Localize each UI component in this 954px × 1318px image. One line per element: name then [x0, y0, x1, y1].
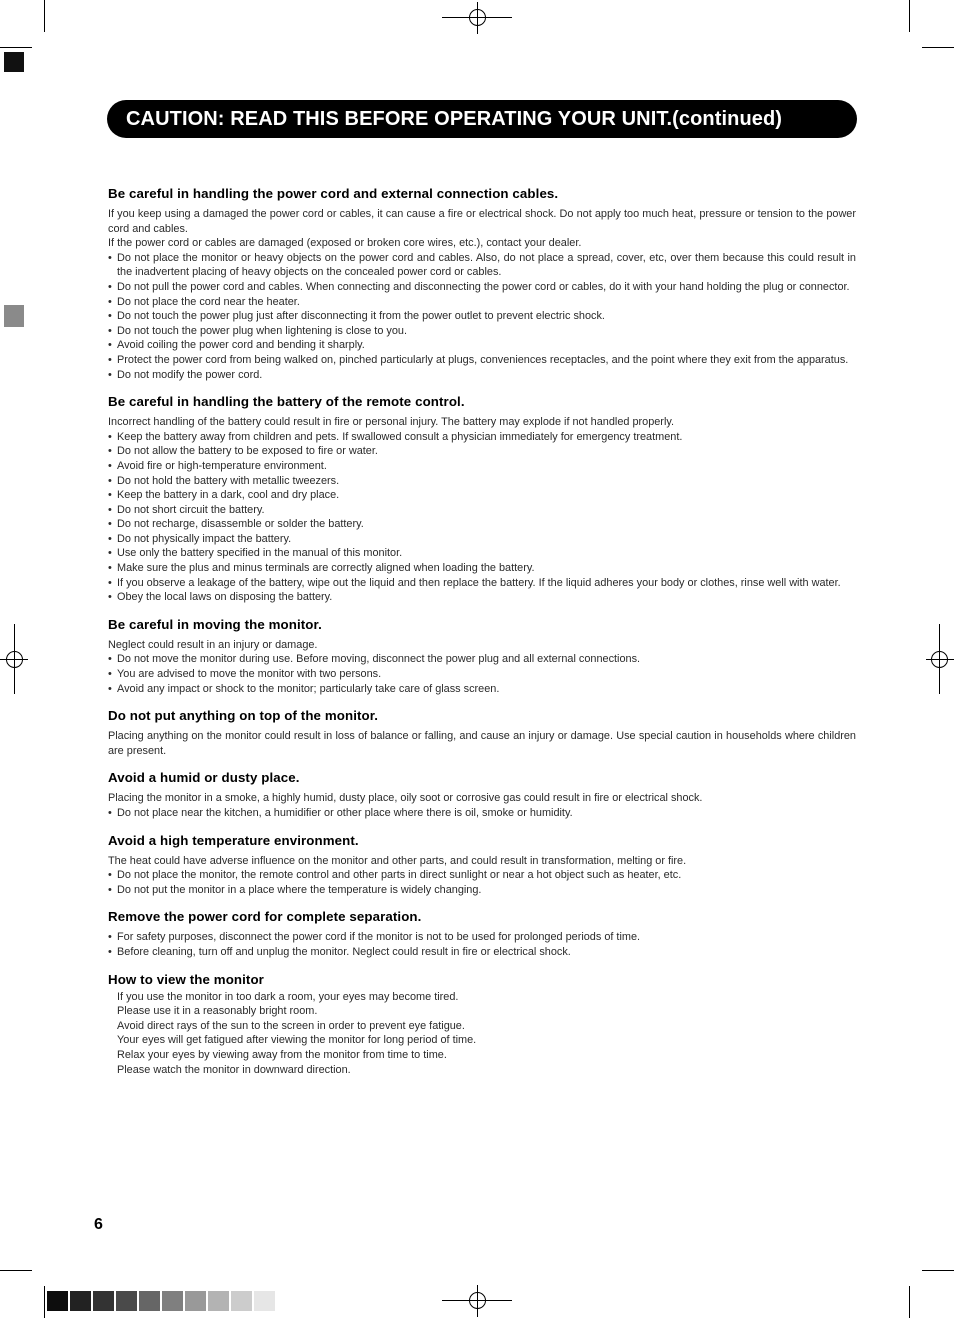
bullet-item: • Protect the power cord from being walked on, pinched particularly at plugs, conveniences receptacles, and the point where they exit from the apparatus. [108, 353, 856, 368]
section-paragraph: Incorrect handling of the battery could result in fire or personal injury. The battery may explode if not handled properly. [108, 416, 675, 429]
view-tip-line: Please watch the monitor in downward direction. [117, 1063, 351, 1076]
chapter-tab-marker [4, 305, 24, 327]
color-calibration-bar [47, 1291, 277, 1311]
bullet-item: • Do not allow the battery to be exposed to fire or water. [108, 444, 856, 459]
bullet-item: • Before cleaning, turn off and unplug the monitor. Neglect could result in fire or electrical shock. [108, 945, 856, 960]
color-swatch [47, 1291, 68, 1311]
bullet-item: • You are advised to move the monitor with two persons. [108, 667, 856, 682]
bullet-item: • Do not short circuit the battery. [108, 503, 856, 518]
bullet-item: • Do not recharge, disassemble or solder the battery. [108, 517, 856, 532]
section-moving [108, 617, 856, 696]
color-swatch [254, 1291, 275, 1311]
caution-content [108, 186, 856, 1077]
bullet-item: • Do not move the monitor during use. Before moving, disconnect the power plug and all external connections. [108, 652, 856, 667]
bullet-item: • Do not touch the power plug when lightening is close to you. [108, 324, 856, 339]
crop-mark [44, 1286, 45, 1318]
bullet-item: • Do not put the monitor in a place where the temperature is widely changing. [108, 883, 856, 898]
bullet-item: • Avoid any impact or shock to the monitor; particularly take care of glass screen. [108, 682, 856, 697]
color-swatch [139, 1291, 160, 1311]
view-tip-line: Please use it in a reasonably bright room. [117, 1005, 318, 1018]
crop-mark [909, 1286, 910, 1318]
section-paragraph: If the power cord or cables are damaged (exposed or broken core wires, etc.), contact your dealer. [108, 237, 582, 250]
bullet-item: • Do not place the monitor, the remote control and other parts in direct sunlight or near a hot object such as heater, etc. [108, 868, 856, 883]
bullet-item: • Do not modify the power cord. [108, 368, 856, 383]
color-swatch [116, 1291, 137, 1311]
section-humid-dusty [108, 770, 856, 820]
section-high-temperature [108, 833, 856, 898]
section-paragraph: If you keep using a damaged the power cord or cables, it can cause a fire or electrical shock. Do not apply too much heat, pressure or tension to the power cord and cables. [108, 208, 856, 235]
color-swatch [93, 1291, 114, 1311]
crop-mark [44, 0, 45, 32]
color-swatch [231, 1291, 252, 1311]
color-swatch [162, 1291, 183, 1311]
bullet-item: • Obey the local laws on disposing the battery. [108, 590, 856, 605]
section-heading: Be careful in moving the monitor. [108, 616, 322, 632]
crop-mark [922, 47, 954, 48]
bullet-item: • Do not pull the power cord and cables. When connecting and disconnecting the power cord or cables, do it with your hand holding the plug or connector. [108, 280, 856, 295]
bullet-item: • Avoid coiling the power cord and bending it sharply. [108, 338, 856, 353]
bullet-item: • If you observe a leakage of the battery, wipe out the liquid and then replace the battery. If the liquid adheres your body or clothes, rinse well with water. [108, 576, 856, 591]
section-view-monitor [108, 972, 856, 1078]
section-heading: Be careful in handling the power cord and external connection cables. [108, 186, 559, 201]
bullet-item: • Do not place the cord near the heater. [108, 295, 856, 310]
section-battery [108, 394, 856, 605]
view-tip-line: Avoid direct rays of the sun to the screen in order to prevent eye fatigue. [117, 1019, 465, 1032]
bullet-item: • Do not place the monitor or heavy objects on the power cord and cables. Also, do not place a spread, cover, etc, over them because this could result in the inadvertent placing of heavy objects on the concealed power cord or cables. [108, 251, 856, 280]
section-paragraph: Placing the monitor in a smoke, a highly humid, dusty place, oily soot or corrosive gas could result in fire or electrical shock. [108, 792, 703, 805]
view-tip-line: Your eyes will get fatigued after viewing the monitor for long period of time. [117, 1034, 477, 1047]
section-heading: Do not put anything on top of the monitor. [108, 708, 379, 724]
bullet-item: • Keep the battery away from children and pets. If swallowed consult a physician immediately for emergency treatment. [108, 430, 856, 445]
color-swatch [208, 1291, 229, 1311]
bullet-item: • For safety purposes, disconnect the power cord if the monitor is not to be used for prolonged periods of time. [108, 930, 856, 945]
bullet-item: • Do not hold the battery with metallic tweezers. [108, 474, 856, 489]
crop-mark [909, 0, 910, 32]
section-top-of-monitor [108, 708, 856, 758]
crop-mark [922, 1270, 954, 1271]
section-paragraph: Placing anything on the monitor could result in loss of balance or falling, and cause an injury or damage. Use special caution in households where children are present. [108, 730, 856, 757]
section-heading: How to view the monitor [108, 971, 264, 987]
bullet-item: • Keep the battery in a dark, cool and dry place. [108, 488, 856, 503]
bullet-item: • Do not touch the power plug just after disconnecting it from the power outlet to prevent electric shock. [108, 309, 856, 324]
bullet-item: • Make sure the plus and minus terminals are correctly aligned when loading the battery. [108, 561, 856, 576]
section-paragraph: Neglect could result in an injury or damage. [108, 638, 318, 651]
view-tip-line: Relax your eyes by viewing away from the monitor from time to time. [117, 1048, 447, 1061]
page-title: CAUTION: READ THIS BEFORE OPERATING YOUR UNIT.(continued) [126, 107, 783, 130]
crop-mark [0, 1270, 32, 1271]
bullet-item: • Avoid fire or high-temperature environment. [108, 459, 856, 474]
caution-banner [107, 100, 857, 138]
bullet-item: • Do not place near the kitchen, a humidifier or other place where there is oil, smoke or humidity. [108, 806, 856, 821]
bullet-item: • Do not physically impact the battery. [108, 532, 856, 547]
section-heading: Remove the power cord for complete separation. [108, 909, 422, 925]
crop-mark [0, 47, 32, 48]
color-swatch [70, 1291, 91, 1311]
section-heading: Avoid a humid or dusty place. [108, 770, 300, 786]
section-power-separation [108, 909, 856, 959]
section-heading: Avoid a high temperature environment. [108, 832, 359, 848]
section-tab-marker [4, 52, 24, 72]
section-power-cord [108, 186, 856, 382]
view-tip-line: If you use the monitor in too dark a room, your eyes may become tired. [117, 990, 459, 1003]
bullet-item: • Use only the battery specified in the manual of this monitor. [108, 546, 856, 561]
color-swatch [185, 1291, 206, 1311]
section-paragraph: The heat could have adverse influence on the monitor and other parts, and could result in transformation, melting or fire. [108, 854, 687, 867]
section-heading: Be careful in handling the battery of the remote control. [108, 394, 465, 410]
page-number: 6 [94, 1216, 103, 1233]
